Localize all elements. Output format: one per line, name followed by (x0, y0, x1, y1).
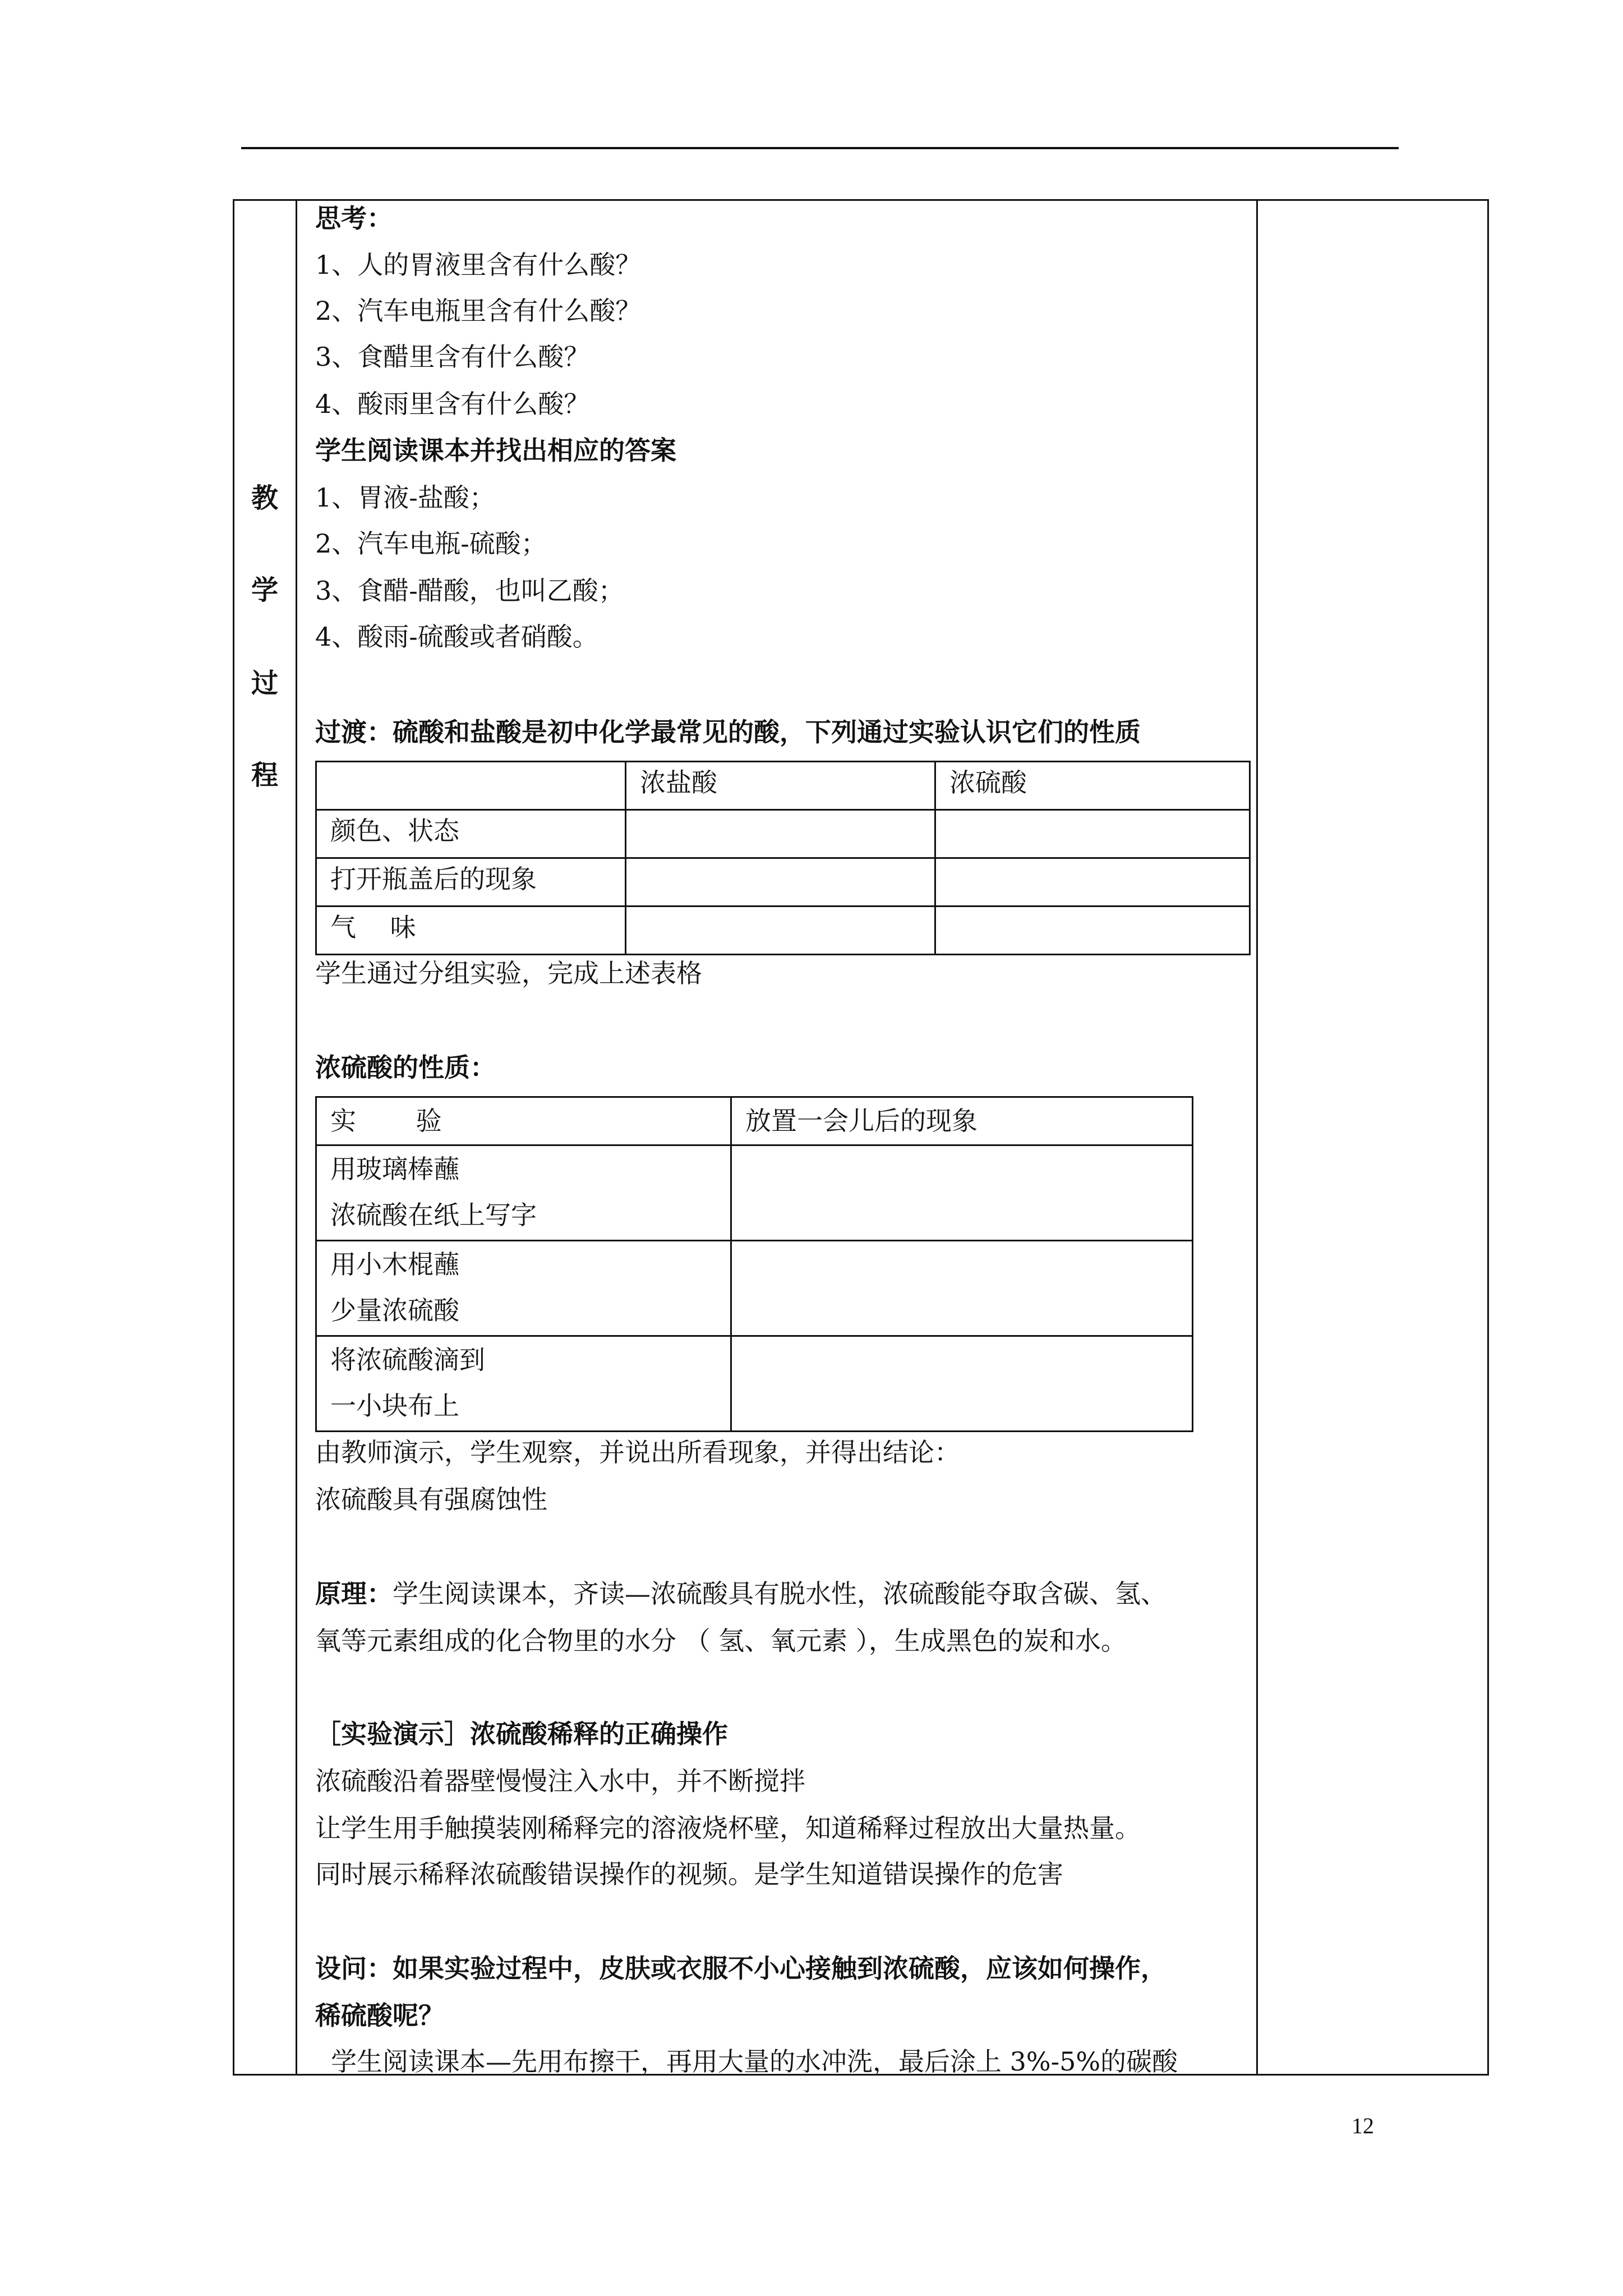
table-header-cell: 浓硫酸 (935, 762, 1250, 810)
table-cell (626, 907, 935, 955)
principle-text: 学生阅读课本，齐读—浓硫酸具有脱水性，浓硫酸能夺取含碳、氢、 (393, 1579, 1166, 1609)
group-experiment-text: 学生通过分组实验，完成上述表格 (315, 958, 702, 988)
page-number: 12 (1352, 2113, 1374, 2138)
table-row (316, 1145, 1193, 1241)
table-cell: 气 味 (316, 907, 626, 955)
table-cell: 颜色、状态 (316, 810, 626, 858)
answer-item: 1、胃液-盐酸； (315, 482, 495, 513)
table-cell (731, 1241, 1193, 1336)
think-heading: 思考： (315, 203, 393, 233)
experiment-line: 用小木棍蘸 (330, 1249, 459, 1280)
table-row (316, 1241, 1193, 1336)
table-row (316, 1336, 1193, 1432)
side-label-char: 过 (251, 668, 278, 699)
header-rule (241, 147, 1399, 149)
h2so4-properties-heading: 浓硫酸的性质： (315, 1052, 496, 1083)
question-line: 设问：如果实验过程中，皮肤或衣服不小心接触到浓硫酸，应该如何操作， (315, 1953, 1166, 1984)
dilution-line: 同时展示稀释浓硫酸错误操作的视频。是学生知道错误操作的危害 (315, 1859, 1063, 1889)
table-header-cell: 放置一会儿后的现象 (731, 1097, 1193, 1145)
column-divider-right (1256, 199, 1258, 2076)
experiment-line: 将浓硫酸滴到 (330, 1345, 485, 1375)
think-question: 2、汽车电瓶里含有什么酸？ (315, 296, 642, 326)
table-row (316, 907, 1250, 955)
transition-text: 过渡：硫酸和盐酸是初中化学最常见的酸，下列通过实验认识它们的性质 (315, 717, 1141, 747)
table-header-row (316, 1097, 1193, 1145)
conclusion-text: 浓硫酸具有强腐蚀性 (315, 1484, 547, 1515)
table-cell (731, 1145, 1193, 1241)
demo-text: 由教师演示，学生观察，并说出所看现象，并得出结论： (315, 1437, 960, 1467)
table-cell: 打开瓶盖后的现象 (316, 858, 626, 907)
table-header-row (316, 762, 1250, 810)
demo-heading: ［实验演示］浓硫酸稀释的正确操作 (315, 1719, 728, 1749)
think-question: 1、人的胃液里含有什么酸？ (315, 250, 642, 280)
think-question: 4、酸雨里含有什么酸？ (315, 389, 590, 419)
table-header-cell: 浓盐酸 (626, 762, 935, 810)
table-cell (626, 810, 935, 858)
side-label-char: 学 (251, 574, 278, 606)
table-header-cell: 实 验 (316, 1097, 731, 1145)
table-row (316, 858, 1250, 907)
table-cell (316, 1145, 731, 1241)
dilution-line: 让学生用手触摸装刚稀释完的溶液烧杯壁，知道稀释过程放出大量热量。 (315, 1813, 1141, 1843)
table-cell (316, 1336, 731, 1432)
think-question: 3、食醋里含有什么酸？ (315, 342, 590, 372)
side-label-char: 教 (251, 482, 278, 514)
column-divider-left (296, 199, 297, 2076)
table-cell (626, 858, 935, 907)
table-cell (731, 1336, 1193, 1432)
question-line: 稀硫酸呢？ (315, 2000, 444, 2031)
experiment-line: 少量浓硫酸 (330, 1295, 459, 1326)
table-cell (935, 907, 1250, 955)
table-row (316, 810, 1250, 858)
h2so4-experiment-table (315, 1096, 1193, 1432)
side-label-char: 程 (251, 760, 278, 791)
principle-line (315, 1581, 1166, 1607)
table-cell (316, 1241, 731, 1336)
answers-heading: 学生阅读课本并找出相应的答案 (315, 435, 676, 466)
answer-last-line: 学生阅读课本—先用布擦干，再用大量的水冲洗，最后涂上 3%-5%的碳酸 (331, 2046, 1178, 2077)
table-header-cell (316, 762, 626, 810)
answer-item: 4、酸雨-硫酸或者硝酸。 (315, 622, 598, 652)
dilution-line: 浓硫酸沿着器壁慢慢注入水中，并不断搅拌 (315, 1766, 805, 1796)
answer-item: 3、食醋-醋酸，也叫乙酸； (315, 576, 624, 606)
experiment-line: 一小块布上 (330, 1391, 459, 1421)
principle-label: 原理： (315, 1579, 393, 1609)
acid-comparison-table (315, 761, 1251, 955)
table-cell (935, 810, 1250, 858)
answer-item: 2、汽车电瓶-硫酸； (315, 528, 547, 559)
principle-line: 氧等元素组成的化合物里的水分 （ 氢、氧元素 ），生成黑色的炭和水。 (315, 1626, 1127, 1656)
table-cell (935, 858, 1250, 907)
experiment-line: 浓硫酸在纸上写字 (330, 1200, 537, 1230)
experiment-line: 用玻璃棒蘸 (330, 1154, 459, 1184)
